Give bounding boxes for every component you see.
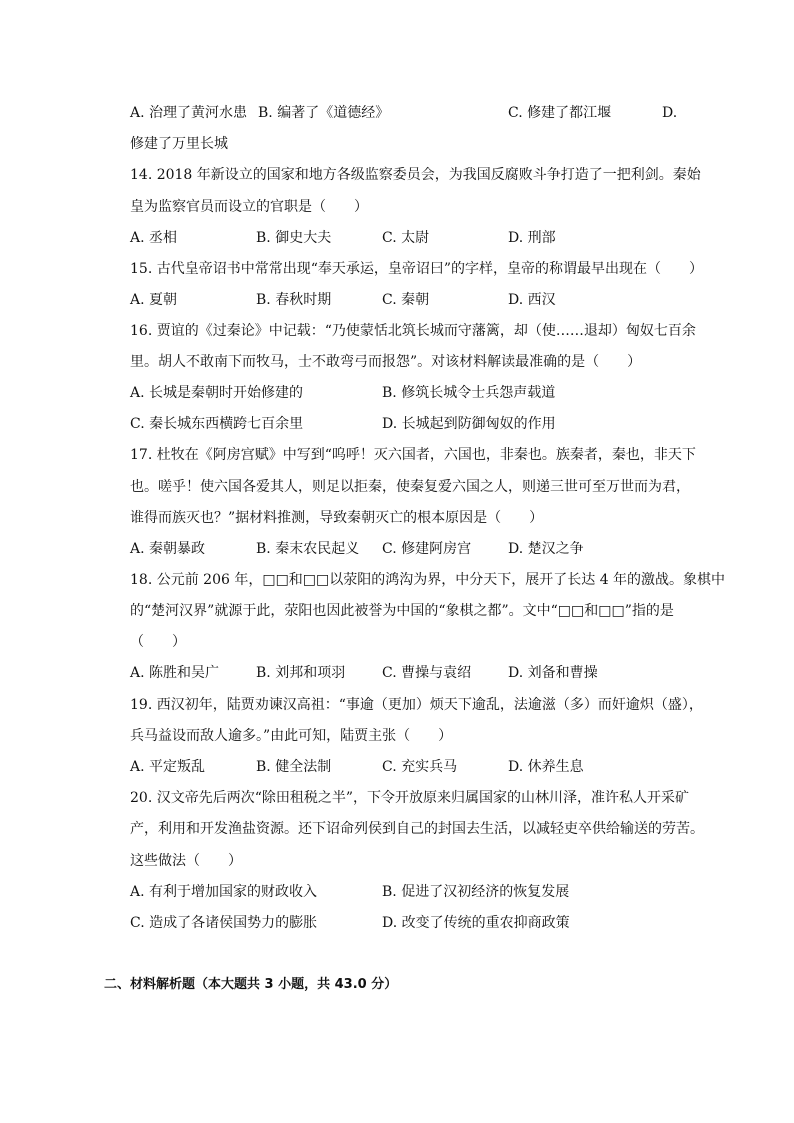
option-d: D. 刘备和曹操 bbox=[508, 665, 598, 681]
option-c: C. 修建阿房宫 bbox=[382, 541, 472, 557]
option-b: B. 春秋时期 bbox=[256, 292, 332, 308]
option-a: A. 治理了黄河水患 bbox=[130, 105, 248, 121]
section-heading: 二、材料解析题（本大题共 3 小题，共 43.0 分） bbox=[104, 977, 398, 992]
option-a: A. 陈胜和吴广 bbox=[130, 665, 220, 681]
option-b: B. 秦末农民起义 bbox=[256, 541, 360, 557]
option-b: B. 御史大夫 bbox=[256, 230, 332, 246]
option-a: A. 平定叛乱 bbox=[130, 759, 206, 775]
option-d: D. 改变了传统的重农抑商政策 bbox=[382, 915, 570, 931]
option-b: B. 健全法制 bbox=[256, 759, 332, 775]
question-text-line: 的“楚河汉界”就源于此，荥阳也因此被誉为中国的“象棋之都”。文中“□□和□□”指的是 bbox=[130, 603, 674, 619]
option-a: A. 秦朝暴政 bbox=[130, 541, 206, 557]
option-d: D. 刑部 bbox=[508, 230, 556, 246]
question-text-line: 也。嗟乎！使六国各爱其人，则足以拒秦，使秦复爱六国之人，则递三世可至万世而为君， bbox=[130, 479, 690, 495]
option-a: A. 有利于增加国家的财政收入 bbox=[130, 884, 318, 900]
option-b: B. 修筑长城令士兵怨声载道 bbox=[382, 385, 556, 401]
option-b: B. 刘邦和项羽 bbox=[256, 665, 346, 681]
option-d: D. bbox=[662, 105, 678, 121]
option-c: C. 秦朝 bbox=[382, 292, 430, 308]
option-d: D. 西汉 bbox=[508, 292, 556, 308]
question-text-line: （ ） bbox=[130, 634, 186, 650]
option-c: C. 充实兵马 bbox=[382, 759, 458, 775]
option-a: A. 长城是秦朝时开始修建的 bbox=[130, 385, 304, 401]
option-a: A. 夏朝 bbox=[130, 292, 178, 308]
option-c: C. 造成了各诸侯国势力的膨胀 bbox=[130, 915, 318, 931]
option-a: A. 丞相 bbox=[130, 230, 178, 246]
question-text-line: 16. 贾谊的《过秦论》中记载：“乃使蒙恬北筑长城而守藩篱，却（使……退却）匈奴七百余 bbox=[130, 323, 696, 339]
question-text-line: 17. 杜牧在《阿房宫赋》中写到“呜呼！灭六国者，六国也，非秦也。族秦者，秦也，非天下 bbox=[130, 447, 696, 463]
question-text-line: 15. 古代皇帝诏书中常常出现“奉天承运，皇帝诏曰”的字样，皇帝的称谓最早出现在（ ） bbox=[130, 261, 704, 277]
option-d: D. 楚汉之争 bbox=[508, 541, 584, 557]
question-text-line: 里。胡人不敢南下而牧马，士不敢弯弓而报怨”。对该材料解读最准确的是（ ） bbox=[130, 354, 642, 370]
question-text-line: 兵马益设而敌人逾多。”由此可知，陆贾主张（ ） bbox=[130, 728, 453, 744]
question-text-line: 19. 西汉初年，陆贾劝谏汉高祖：“事逾（更加）烦天下逾乱，法逾滋（多）而奸逾炽（盛）， bbox=[130, 697, 703, 713]
option-b: B. 编著了《道德经》 bbox=[258, 105, 390, 121]
option-c: C. 秦长城东西横跨七百余里 bbox=[130, 416, 304, 432]
question-text-line: 皇为监察官员而设立的官职是（ ） bbox=[130, 199, 368, 215]
option-c: C. 修建了都江堰 bbox=[508, 105, 612, 121]
question-text-line: 14. 2018 年新设立的国家和地方各级监察委员会，为我国反腐败斗争打造了一把利剑。秦始 bbox=[130, 167, 701, 183]
option-c: C. 曹操与袁绍 bbox=[382, 665, 472, 681]
option-b: B. 促进了汉初经济的恢复发展 bbox=[382, 884, 570, 900]
option-c: C. 太尉 bbox=[382, 230, 430, 246]
question-text-line: 产，利用和开发渔盐资源。还下诏命列侯到自己的封国去生活，以减轻吏卒供给输送的劳苦。 bbox=[130, 821, 704, 837]
question-text-line: 18. 公元前 206 年，□□和□□以荥阳的鸿沟为界，中分天下，展开了长达 4 年的激战。象棋中 bbox=[130, 572, 726, 588]
question-text-line: 20. 汉文帝先后两次“除田租税之半”，下令开放原来归属国家的山林川泽，准许私人开采矿 bbox=[130, 790, 690, 806]
option-d: D. 休养生息 bbox=[508, 759, 584, 775]
option-d: D. 长城起到防御匈奴的作用 bbox=[382, 416, 556, 432]
question-text-line: 谁得而族灭也？”据材料推测，导致秦朝灭亡的根本原因是（ ） bbox=[130, 510, 544, 526]
option-d-continued: 修建了万里长城 bbox=[130, 136, 228, 152]
question-text-line: 这些做法（ ） bbox=[130, 853, 242, 869]
